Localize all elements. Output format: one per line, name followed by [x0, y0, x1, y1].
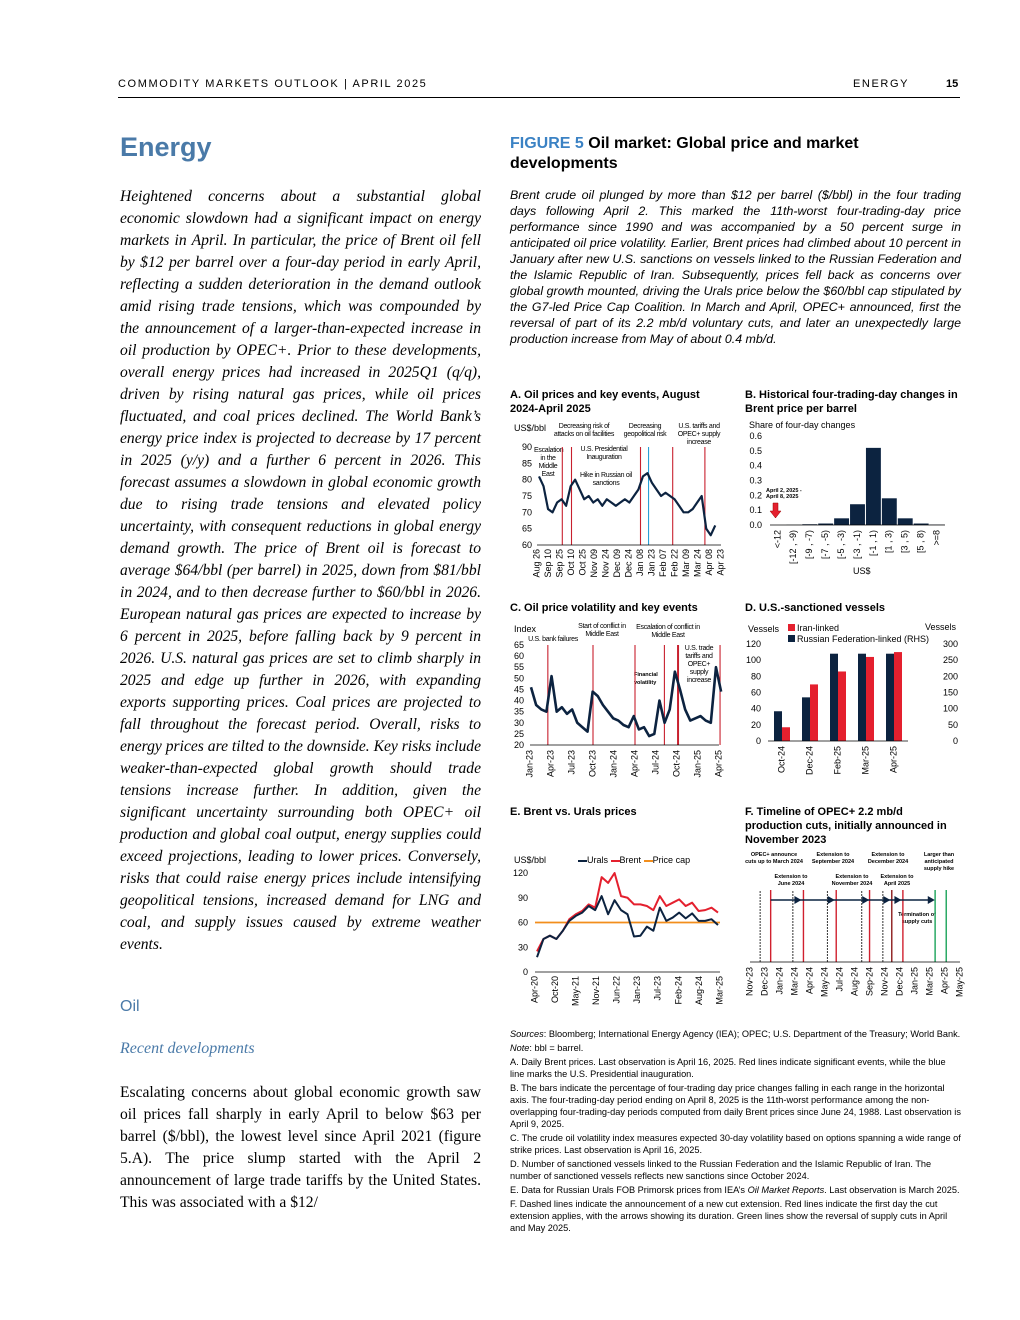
x-tick-label: [-3 , -1) [851, 530, 862, 560]
y-tick-label: 0.2 [749, 490, 762, 501]
sources-note: Sources: Bloomberg; International Energy Agency (IEA); OPEC; U.S. Department of the Treasury; World Bank. [510, 1029, 961, 1039]
arrowhead-icon [862, 896, 869, 904]
annotation: Extension to September 2024 [811, 852, 855, 865]
brent-line [539, 473, 715, 535]
panel-c-ylabel: Index [514, 624, 537, 634]
panel-d-y2label: Vessels [925, 622, 957, 632]
x-tick-label: [-12 , -9) [788, 530, 799, 565]
x-tick-label: [1 , 3) [883, 530, 894, 554]
x-tick-label: [-1 , 1) [867, 530, 878, 557]
x-tick-label: Oct 10 [565, 549, 576, 576]
x-tick-label: Feb-24 [673, 976, 684, 1005]
brent-line [537, 873, 718, 951]
x-tick-label: Oct-23 [587, 750, 598, 778]
annotation: Hike in Russian oil sanctions [580, 472, 632, 487]
note: Note: bbl = barrel. [510, 1043, 584, 1053]
y2-tick-label: 0 [952, 736, 958, 746]
figure-heading: Oil market: Global price and market developments [510, 135, 859, 172]
x-tick-label: Sep 25 [554, 549, 565, 578]
note-e: E. Data for Russian Urals FOB Primorsk prices from IEA’s Oil Market Reports. Last observation is March 2025. [510, 1185, 960, 1195]
annotation: Extension to December 2024 [867, 852, 909, 865]
figure-notes [510, 1028, 962, 1236]
x-tick-label: Apr-24 [804, 967, 815, 995]
header-section: ENERGY [853, 78, 910, 90]
y-tick-label: 20 [513, 740, 524, 750]
volatility-line [531, 667, 721, 736]
y-tick-label: 65 [521, 523, 532, 534]
x-tick-label: Feb-25 [832, 746, 843, 775]
y2-tick-label: 200 [942, 671, 958, 682]
x-tick-label: Feb 22 [669, 549, 680, 578]
x-tick-label: Mar 09 [680, 549, 691, 578]
annotation: Extension to April 2025 [880, 874, 914, 887]
note-b: B. The bars indicate the percentage of four-trading day price changes falling in each range in the horizontal axis. The four-trading-day period ending on April 8, 2025 is the 11th-worst performance among the non-overlapping four-trading-day periods computed from daily Brent prices since June 24, 1988. Last observation is April 9, 2025. [510, 1083, 961, 1129]
y-tick-label: 0 [755, 736, 761, 746]
y-tick-label: 40 [513, 695, 524, 706]
y-tick-label: 75 [521, 491, 532, 501]
y-tick-label: 60 [513, 651, 524, 662]
annotation: April 2, 2025 - April 8, 2025 [766, 488, 802, 500]
y-tick-label: 80 [750, 671, 761, 682]
bar [866, 448, 881, 525]
x-tick-label: Aug 26 [531, 549, 542, 578]
annotation: Extension to June 2024 [774, 874, 808, 887]
y-tick-label: 25 [513, 728, 524, 739]
x-tick-label: Aug-24 [693, 976, 704, 1006]
x-tick-label: Dec-23 [759, 967, 770, 997]
arrowhead-icon [883, 896, 890, 904]
x-tick-label: Aug-24 [849, 967, 860, 997]
panel-a-ylabel: US$/bbl [514, 423, 547, 433]
bar-iran [782, 727, 790, 741]
x-tick-label: Mar-25 [860, 746, 871, 775]
y-tick-label: 0 [522, 967, 528, 977]
annotation: Financial volatility [634, 672, 658, 686]
x-tick-label: Jul-24 [834, 967, 845, 992]
x-tick-label: Mar-25 [924, 967, 935, 996]
bar-russia [830, 654, 838, 741]
x-tick-label: Dec-24 [804, 746, 815, 776]
x-tick-label: Jan 23 [646, 549, 657, 577]
y2-tick-label: 150 [942, 687, 958, 698]
section-heading-oil: Oil [120, 998, 140, 1015]
legend-label: Iran-linked [797, 623, 840, 633]
y2-tick-label: 50 [947, 719, 958, 730]
bar-russia [802, 697, 810, 741]
legend-price-cap: Price cap [644, 855, 691, 865]
x-tick-label: Jun-22 [611, 976, 622, 1004]
x-tick-label: Jan-24 [608, 750, 619, 778]
x-tick-label: [5 , 8) [915, 530, 926, 554]
x-tick-label: Jan 08 [634, 549, 645, 577]
y-tick-label: 100 [745, 655, 761, 666]
arrowhead-icon [828, 896, 835, 904]
y-tick-label: 80 [521, 474, 532, 485]
x-tick-label: Dec 24 [623, 549, 634, 578]
x-tick-label: Jan-23 [524, 750, 535, 778]
note-d: D. Number of sanctioned vessels linked to the Russian Federation and the Islamic Republic of Iran. The number of sanctioned vessels reflects new sanctions since October 2024. [510, 1159, 932, 1181]
annotation: U.S. Presidential Inauguration [580, 446, 628, 461]
x-tick-label: Nov 09 [588, 549, 599, 578]
legend-brent: Brent [611, 855, 642, 865]
y-tick-label: 0.3 [749, 475, 762, 486]
panel-b-title: B. Historical four-trading-day changes in Brent price per barrel [745, 389, 958, 415]
x-tick-label: Apr-25 [713, 750, 724, 778]
y-tick-label: 20 [750, 719, 761, 730]
annotation: Escalation in the Middle East [534, 447, 564, 478]
x-tick-label: <-12 [772, 530, 783, 549]
y-tick-label: 85 [521, 458, 532, 469]
y-tick-label: 90 [517, 892, 528, 903]
annotation: Escalation of conflict in Middle East [636, 624, 700, 639]
x-tick-label: Apr-20 [529, 976, 540, 1004]
y-tick-label: 60 [517, 917, 528, 928]
y2-tick-label: 300 [942, 639, 958, 649]
annotation: Larger than anticipated supply hike [923, 852, 955, 872]
y-tick-label: 65 [513, 640, 524, 650]
x-tick-label: Apr-23 [545, 750, 556, 778]
y-tick-label: 120 [745, 639, 761, 649]
y-tick-label: 120 [512, 868, 528, 878]
annotation: Decreasing geopolitical risk [623, 423, 667, 438]
x-tick-label: May-24 [819, 967, 830, 998]
page-title: Energy [120, 132, 212, 162]
x-tick-label: Jan-25 [692, 750, 703, 778]
x-tick-label: Nov 24 [600, 549, 611, 578]
panel-e-ylabel: US$/bbl [514, 855, 547, 865]
x-tick-label: Apr-24 [629, 750, 640, 778]
annotation: OPEC+ announce cuts up to March 2024 [745, 852, 803, 865]
x-tick-label: May-25 [954, 967, 965, 998]
annotation: Start of conflict in Middle East [578, 623, 626, 638]
y-tick-label: 30 [517, 942, 528, 953]
figure-intro: Brent crude oil plunged by more than $12 per barrel ($/bbl) in the four trading days following April 2. This marked the 11th-worst four-trading-day price performance since 1990 and was accompanied by a 50 percent surge in anticipated oil price volatility. Earlier, Brent prices had climbed about 10 percent in January after new U.S. sanctions on vessels linked to the Russian Federation and the Islamic Republic of Iran. Subsequently, prices fell back as concerns over global growth mounted, driving the Urals price below the $60/bbl cap stipulated by the G7-led Price Cap Coalition. In March and April, OPEC+ announced, first the reversal of part of its 2.2 mb/d voluntary cuts, and later an unexpectedly large production increase from May of about 0.4 mb/d. [510, 188, 961, 346]
x-tick-label: Apr-25 [888, 746, 899, 774]
bar [850, 504, 865, 525]
x-tick-label: [3 , 5) [899, 530, 910, 554]
arrowhead-icon [894, 896, 901, 904]
x-tick-label: Oct-24 [776, 746, 787, 774]
annotation: U.S. trade tariffs and OPEC+ supply increase [684, 645, 714, 684]
bar [834, 518, 849, 525]
page-number: 15 [946, 78, 959, 90]
note-f: F. Dashed lines indicate the announcement of a new cut extension. Red lines indicate the first day the cut extension applies, with the arrows showing its duration. Green lines show the reversal of supply cuts in April and May 2025. [510, 1199, 948, 1233]
y-tick-label: 35 [513, 706, 524, 717]
arrowhead-icon [928, 896, 935, 904]
x-tick-label: Jan-23 [632, 976, 643, 1004]
bar [898, 518, 913, 525]
y-tick-label: 0.5 [749, 445, 762, 456]
y-tick-label: 70 [521, 507, 532, 518]
figure-label: FIGURE 5 [510, 135, 584, 152]
subsection-heading: Recent developments [120, 1040, 255, 1057]
x-tick-label: Mar-24 [789, 967, 800, 996]
x-tick-label: Mar-25 [714, 976, 725, 1005]
panel-b-ylabel: Share of four-day changes [749, 420, 856, 430]
body-paragraph: Escalating concerns about global economic growth saw oil prices fall sharply in early April to below $63 per barrel ($/bbl), the lowest level since April 2021 (figure 5.A). The price slump started with the April 2 announcement of large trade tariffs by the United States. This was associated with a $12/ [120, 1084, 481, 1211]
y-tick-label: 0.1 [749, 505, 762, 516]
x-tick-label: Nov-23 [744, 967, 755, 997]
y-tick-label: 0.4 [749, 460, 762, 471]
bar-iran [894, 652, 902, 741]
panel-d-title: D. U.S.-sanctioned vessels [745, 602, 885, 614]
y-tick-label: 45 [513, 684, 524, 695]
x-tick-label: Apr 08 [703, 549, 714, 576]
x-tick-label: Nov-24 [879, 967, 890, 997]
note-a: A. Daily Brent prices. Last observation is April 16, 2025. Red lines indicate significant events, while the blue line marks the U.S. Presidential inauguration. [510, 1057, 946, 1079]
x-tick-label: Jul-23 [566, 750, 577, 775]
legend-label: Russian Federation-linked (RHS) [797, 634, 930, 644]
panel-e-title: E. Brent vs. Urals prices [510, 806, 637, 818]
y-tick-label: 40 [750, 703, 761, 714]
x-tick-label: May-21 [570, 976, 581, 1007]
x-tick-label: Oct 25 [577, 549, 588, 576]
y2-tick-label: 250 [942, 655, 958, 666]
annotation: U.S. bank failures [528, 636, 578, 643]
bar-iran [838, 671, 846, 741]
bar-iran [810, 684, 818, 741]
panel-d-ylabel: Vessels [748, 624, 780, 634]
bar-iran [866, 657, 874, 741]
x-tick-label: Dec 09 [611, 549, 622, 578]
panel-c-title: C. Oil price volatility and key events [510, 602, 698, 614]
legend-urals: Urals [578, 855, 608, 865]
header-title: COMMODITY MARKETS OUTLOOK | APRIL 2025 [118, 78, 428, 90]
x-tick-label: Apr-25 [939, 967, 950, 995]
annotation: Termination of supply cuts [898, 912, 936, 925]
bar-russia [774, 711, 782, 741]
x-tick-label: Oct-20 [549, 976, 560, 1004]
arrow-down-icon [770, 503, 781, 518]
y-tick-label: 50 [513, 673, 524, 684]
x-tick-label: Mar 24 [692, 549, 703, 578]
lead-paragraph: Heightened concerns about a substantial global economic slowdown had a significant impact on energy markets in April. In particular, the price of Brent oil fell by $12 per barrel over a four-day period in early April, reflecting a sudden deterioration in the demand outlook amid rising trade tensions, which was compounded by the announcement of a larger-than-expected increase in oil production by OPEC+. Prior to these developments, overall energy prices had increased in 2025Q1 (q/q), driven by rising natural gas prices, while oil prices fluctuated, and coal prices declined. The World Bank’s energy price index is projected to decrease by 17 percent in 2025 (y/y) and a further 6 percent in 2026. This forecast assumes a slowdown in global economic growth due to rising trade tensions and elevated policy uncertainty, with consequent reductions in global energy demand growth. The price of Brent oil is forecast to average $64/bbl (per barrel) in 2025, down from $81/bbl in 2024, and to then decrease further to $60/bbl in 2026. European natural gas prices are expected to increase by 6 percent in 2025, before falling back by 9 percent in 2026. U.S. natural gas prices are set to climb sharply in 2025 and edge up further in 2026, with expanding exports supporting prices. Coal prices are projected to fall throughout the forecast period. Overall, risks to energy prices are tilted to the downside. Key risks include weaker-than-expected global growth should trade tensions increase further. In addition, given the significant uncertainty surrounding both OPEC+ oil production and global coal output, energy supplies could exceed projections, leading to lower prices. Conversely, risks that could raise energy prices include intensifying geopolitical tensions, increased demand for LNG and coal, and supply issues caused by extreme weather events. [120, 188, 481, 953]
x-tick-label: Jul-24 [650, 750, 661, 775]
x-tick-label: Sep-24 [864, 967, 875, 997]
y-tick-label: 0.0 [749, 520, 762, 530]
x-tick-label: [-7 , -5) [820, 530, 831, 560]
x-tick-label: Sep 10 [542, 549, 553, 578]
x-tick-label: Jan-25 [909, 967, 920, 995]
x-tick-label: >=8 [931, 530, 942, 546]
x-tick-label: Nov-21 [591, 976, 602, 1006]
y-tick-label: 90 [521, 442, 532, 452]
annotation: Extension to November 2024 [831, 874, 873, 887]
panel-f-title: F. Timeline of OPEC+ 2.2 mb/d production cuts, initially announced in November 2023 [745, 806, 947, 846]
y-tick-label: 60 [750, 687, 761, 698]
y2-tick-label: 100 [942, 703, 958, 714]
x-tick-label: Jul-23 [652, 976, 663, 1001]
y-tick-label: 30 [513, 717, 524, 728]
x-tick-label: Dec-24 [894, 967, 905, 997]
bar [882, 498, 897, 525]
annotation: Decreasing risk of attacks on oil facilities [553, 423, 615, 438]
panel-b-xlabel: US$ [853, 566, 871, 576]
arrowhead-icon [794, 896, 801, 904]
y-tick-label: 0.6 [749, 431, 762, 441]
bar-russia [886, 654, 894, 741]
bar-russia [858, 654, 866, 741]
x-tick-label: Jan-24 [774, 967, 785, 995]
note-c: C. The crude oil volatility index measures expected 30-day volatility based on options spanning a wide range of strike prices. Last observation is April 16, 2025. [510, 1133, 961, 1155]
y-tick-label: 60 [521, 540, 532, 550]
x-tick-label: [-5 , -3) [835, 530, 846, 560]
x-tick-label: Feb 07 [657, 549, 668, 578]
x-tick-label: Oct-24 [671, 750, 682, 778]
y-tick-label: 55 [513, 662, 524, 673]
x-tick-label: Apr 23 [715, 549, 726, 576]
panel-a-title: A. Oil prices and key events, August 2024-April 2025 [510, 389, 700, 415]
x-tick-label: [-9 , -7) [804, 530, 815, 560]
annotation: U.S. tariffs and OPEC+ supply increase [677, 423, 721, 446]
